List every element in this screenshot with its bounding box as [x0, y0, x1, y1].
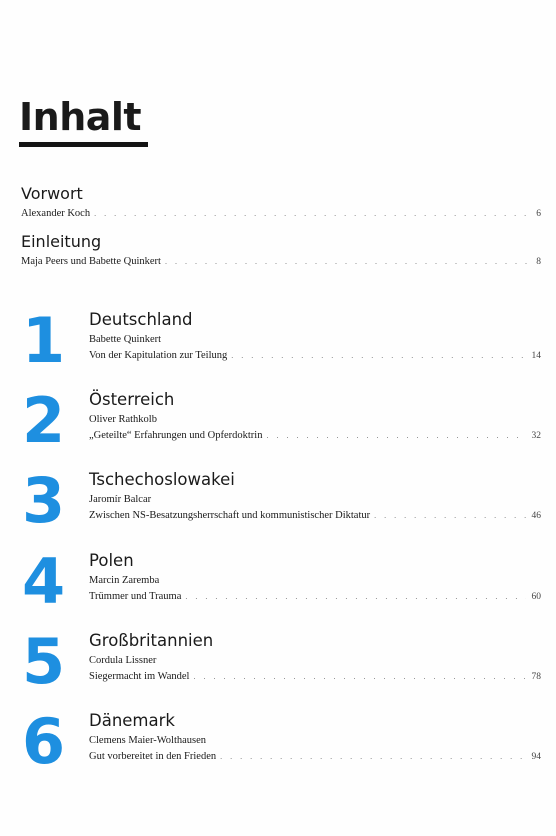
chapter-author: Cordula Lissner [89, 654, 157, 666]
page-number: 78 [531, 672, 541, 682]
entry-author: Maja Peers und Babette Quinkert [21, 256, 161, 267]
chapter-country: Großbritannien [89, 631, 214, 650]
page-number: 6 [536, 209, 541, 219]
chapter-subtitle: „Geteilte“ Erfahrungen und Opferdoktrin [89, 430, 263, 441]
chapter-line [89, 511, 541, 522]
page-number: 60 [531, 592, 541, 602]
chapter-author: Clemens Maier-Wolthausen [89, 734, 207, 746]
toc-chapter-6[interactable] [0, 705, 556, 781]
chapter-number: 2 [22, 384, 64, 457]
toc-chapter-5[interactable] [0, 625, 556, 701]
chapter-line [89, 752, 541, 763]
dot-leader [193, 673, 525, 681]
chapter-line [89, 592, 541, 603]
chapter-author: Babette Quinkert [89, 333, 162, 345]
entry-heading: Einleitung [21, 232, 102, 251]
title-underline [19, 142, 148, 147]
entry-line [21, 257, 541, 268]
dot-leader [266, 432, 525, 440]
entry-author: Alexander Koch [21, 208, 91, 219]
chapter-author: Jaromír Balcar [89, 493, 152, 505]
chapter-country: Dänemark [89, 711, 175, 730]
toc-chapter-3[interactable] [0, 464, 556, 540]
chapter-subtitle: Gut vorbereitet in den Frieden [89, 751, 217, 762]
toc-entry-einleitung[interactable] [21, 234, 541, 268]
chapter-subtitle: Von der Kapitulation zur Teilung [89, 350, 228, 361]
dot-leader [94, 210, 530, 218]
page-title: Inhalt [19, 95, 142, 139]
page-number: 46 [531, 511, 541, 521]
chapter-subtitle: Siegermacht im Wandel [89, 671, 190, 682]
page-number: 14 [531, 351, 541, 361]
chapter-country: Polen [89, 551, 134, 570]
chapter-country: Tschechoslowakei [89, 470, 235, 489]
dot-leader [231, 352, 525, 360]
page-number: 32 [531, 431, 541, 441]
chapter-country: Deutschland [89, 310, 193, 329]
chapter-subtitle: Zwischen NS-Besatzungsherrschaft und kommunistischer Diktatur [89, 510, 371, 521]
dot-leader [220, 753, 525, 761]
chapter-author: Oliver Rathkolb [89, 413, 157, 425]
chapter-line [89, 431, 541, 442]
chapter-number: 6 [22, 705, 64, 778]
toc-entry-vorwort[interactable] [21, 186, 541, 220]
dot-leader [185, 593, 525, 601]
chapter-number: 3 [22, 464, 64, 537]
chapter-line [89, 672, 541, 683]
chapter-subtitle: Trümmer und Trauma [89, 591, 182, 602]
entry-heading: Vorwort [21, 184, 83, 203]
chapter-line [89, 351, 541, 362]
chapter-number: 5 [22, 625, 64, 698]
entry-line [21, 209, 541, 220]
dot-leader [374, 512, 525, 520]
page-number: 94 [531, 752, 541, 762]
toc-chapter-2[interactable] [0, 384, 556, 460]
chapter-country: Österreich [89, 390, 175, 409]
page-number: 8 [536, 257, 541, 267]
chapter-number: 1 [22, 304, 64, 377]
dot-leader [165, 258, 530, 266]
chapter-author: Marcin Zaremba [89, 574, 160, 586]
toc-chapter-1[interactable] [0, 304, 556, 380]
chapter-number: 4 [22, 545, 64, 618]
toc-chapter-4[interactable] [0, 545, 556, 621]
